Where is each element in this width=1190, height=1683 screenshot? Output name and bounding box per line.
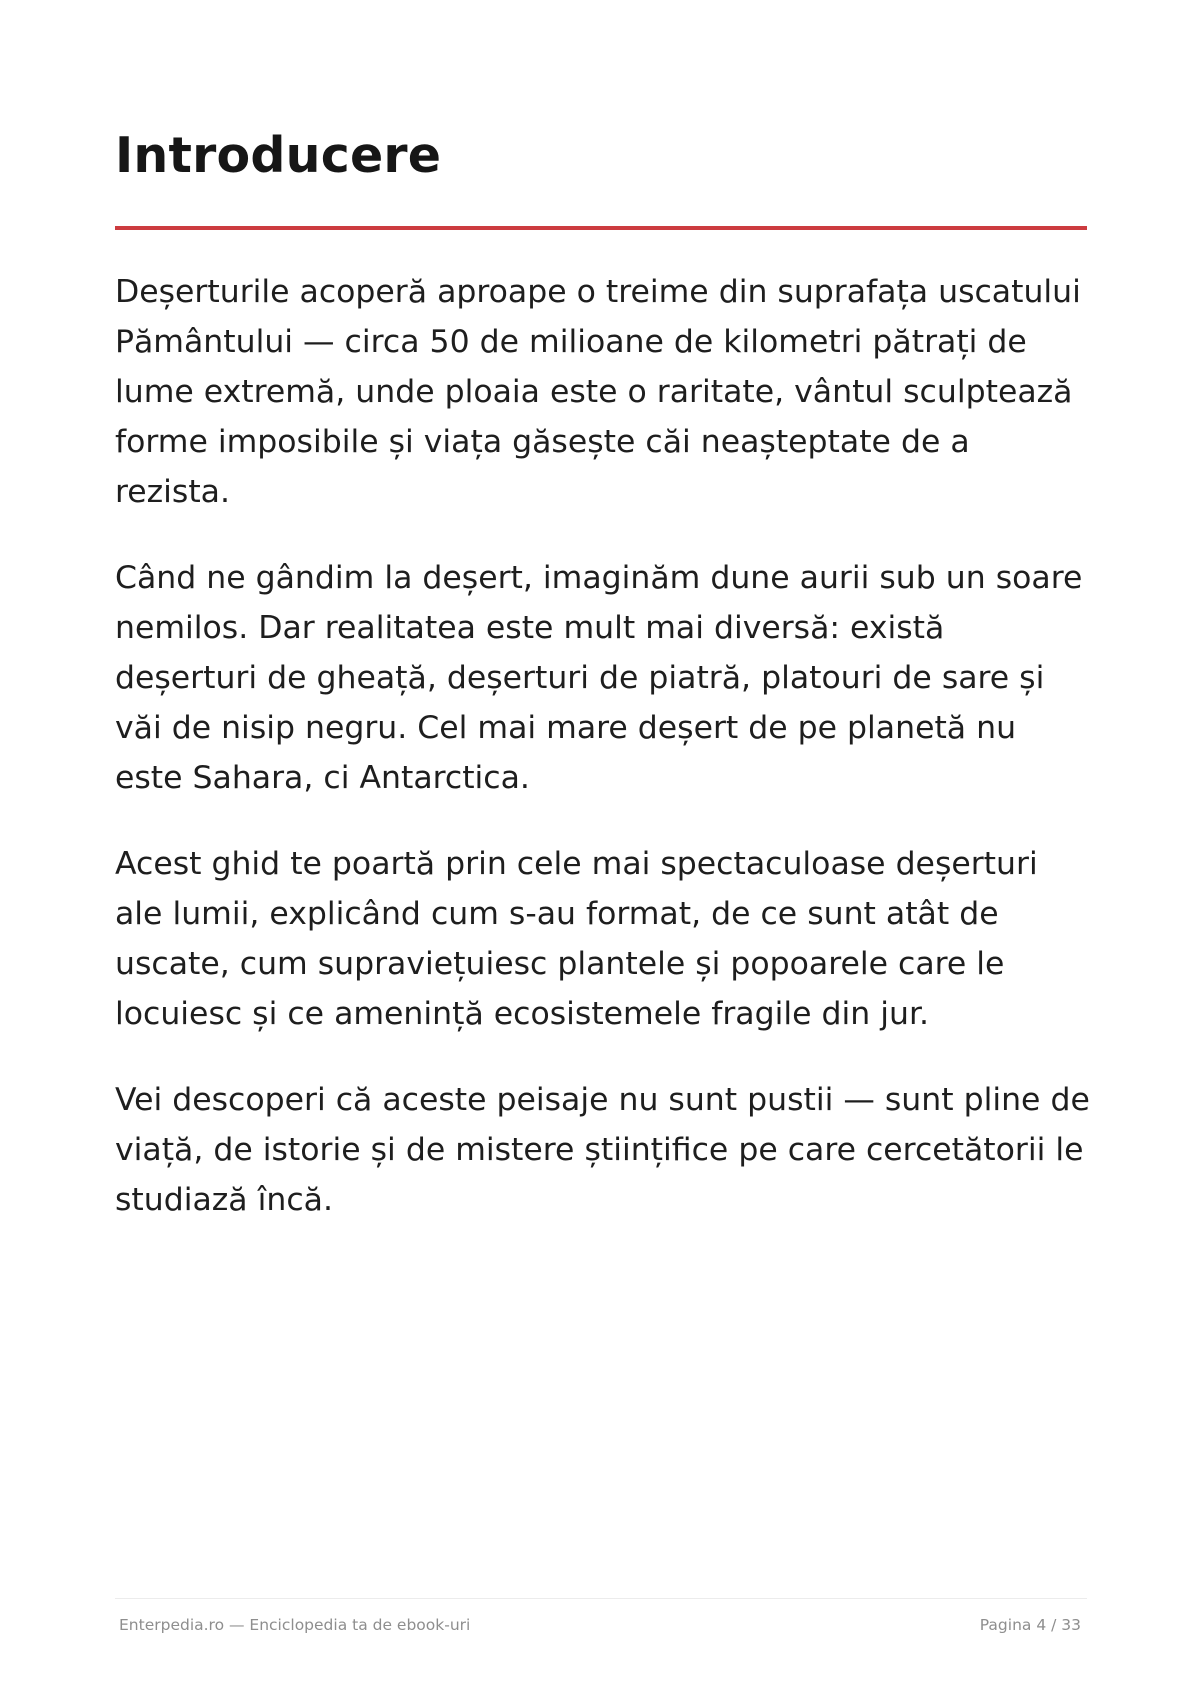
body-text [115,267,1090,1261]
paragraph: Deșerturile acoperă aproape o treime din suprafața uscatului Pământului — circa 50 de milioane de kilometri pătrați de lume extremă, unde ploaia este o raritate, vântul sculptează forme imposibile și viața găsește căi neașteptate de a rezista. [115,274,1081,510]
footer-source: Enterpedia.ro — Enciclopedia ta de ebook-uri [119,1616,471,1634]
title-underline [115,226,1087,230]
paragraph: Când ne gândim la deșert, imaginăm dune aurii sub un soare nemilos. Dar realitatea este mult mai diversă: există deșerturi de gheață, deșerturi de piatră, platouri de sare și văi de nisip negru. Cel mai mare deșert de pe planetă nu este Sahara, ci Antarctica. [115,560,1083,796]
page-title: Introducere [115,127,442,184]
footer-divider [115,1598,1087,1599]
page-number: Pagina 4 / 33 [979,1616,1081,1634]
paragraph: Vei descoperi că aceste peisaje nu sunt pustii — sunt pline de viață, de istorie și de mistere științifice pe care cercetătorii le studiază încă. [115,1082,1090,1218]
paragraph: Acest ghid te poartă prin cele mai spectaculoase deșerturi ale lumii, explicând cum s-au format, de ce sunt atât de uscate, cum supraviețuiesc plantele și popoarele care le locuiesc și ce amenință ecosistemele fragile din jur. [115,846,1038,1032]
